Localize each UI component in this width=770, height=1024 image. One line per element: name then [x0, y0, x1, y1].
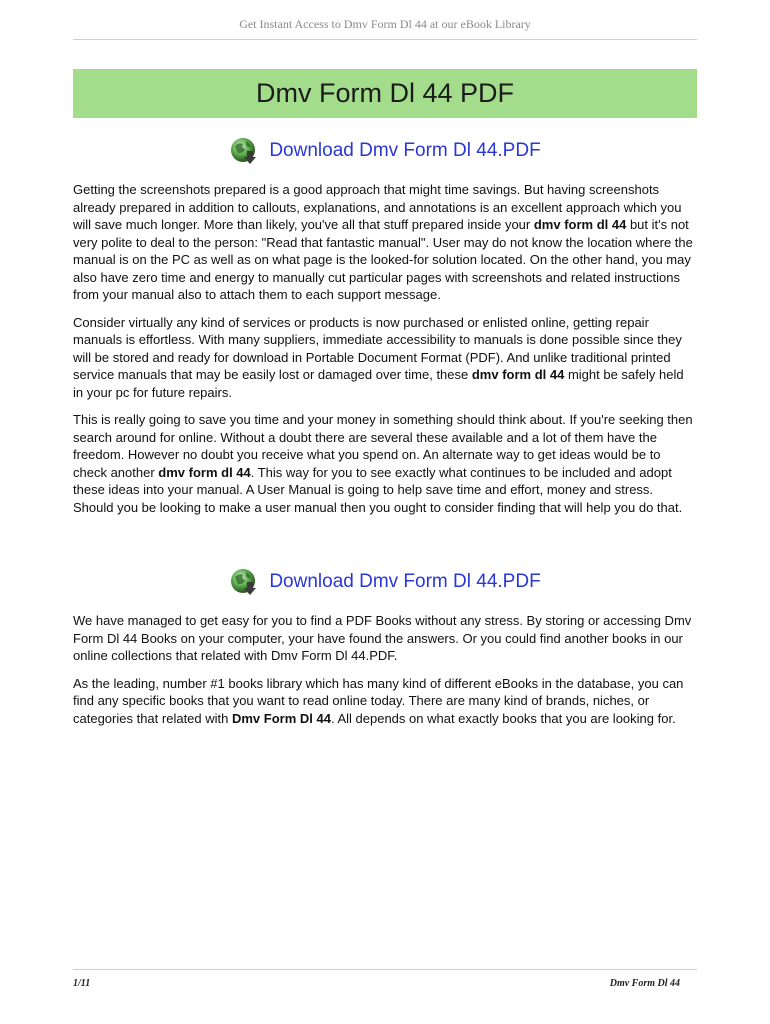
page-header: Get Instant Access to Dmv Form Dl 44 at our eBook Library — [239, 17, 531, 31]
download-link-bottom[interactable] — [0, 567, 770, 597]
title-banner — [73, 69, 697, 118]
keyword-bold: dmv form dl 44 — [471, 367, 565, 382]
keyword-bold: dmv form dl 44 — [158, 464, 251, 480]
body-section-1 — [73, 181, 697, 526]
keyword-bold: dmv form dl 44 — [533, 217, 627, 232]
page-title: Dmv Form Dl 44 PDF — [255, 78, 515, 108]
download-link-label: Download Dmv Form Dl 44.PDF — [269, 571, 541, 592]
download-link-top[interactable] — [0, 136, 770, 166]
keyword-bold: Dmv Form Dl 44 — [231, 710, 331, 726]
paragraph: Consider virtually any kind of services or products is now purchased or enlisted online, getting repair manuals is effortless. With many suppliers, immediate accessibility to manuals is done possible since they will be stored and ready for download in Portable Document Format (PDF). And unlike traditional printed service manuals that may be easily lost or damaged over time, these dmv form dl 44 might be safely held in your pc for future repairs. — [73, 314, 684, 400]
globe-download-icon — [229, 567, 261, 597]
footer-divider — [73, 969, 697, 970]
page-number: 1/11 — [73, 978, 91, 989]
paragraph: We have managed to get easy for you to find a PDF Books without any stress. By storing or accessing Dmv Form Dl 44 Books on your computer, your have found the answers. Or you could find another books in our online collections that related with Dmv Form Dl 44.PDF. — [73, 613, 692, 663]
download-link-label: Download Dmv Form Dl 44.PDF — [269, 140, 541, 161]
body-section-2 — [73, 612, 697, 737]
paragraph: This is really going to save you time and your money in something should think about. If you're seeking then search around for online. Without a doubt there are several these available and a lot of them have the freedom. However no doubt you receive what you spend on. An alternate way to get ideas would be to check another dmv form dl 44. This way for you to see exactly what continues to be included and adopt these ideas into your manual. A User Manual is going to help save time and effort, money and stress. Should you be looking to make a user manual then you ought to consider finding that will help you do that. — [73, 412, 693, 515]
header-divider — [73, 39, 697, 40]
footer-doc-title: Dmv Form Dl 44 — [609, 978, 680, 989]
paragraph: As the leading, number #1 books library which has many kind of different eBooks in the database, you can find any specific books that you want to read online today. There are many kind of brands, niches, or categories that related with Dmv Form Dl 44. All depends on what exactly books that you are looking for. — [73, 675, 684, 726]
paragraph: Getting the screenshots prepared is a good approach that might time savings. But having screenshots already prepared in addition to callouts, explanations, and annotations is an excellent approach which you will save much longer. More than likely, you've all that stuff prepared inside your dmv form dl 44 but it's not very polite to deal to the person: "Read that fantastic manual". User may do not know the location where the manual is on the PC as well as on what page is the looked-for solution located. On the other hand, you may also have zero time and energy to manually cut particular pages with screenshots and related instructions from your manual also to attach them to each support message. — [73, 182, 693, 302]
globe-download-icon — [229, 136, 261, 166]
